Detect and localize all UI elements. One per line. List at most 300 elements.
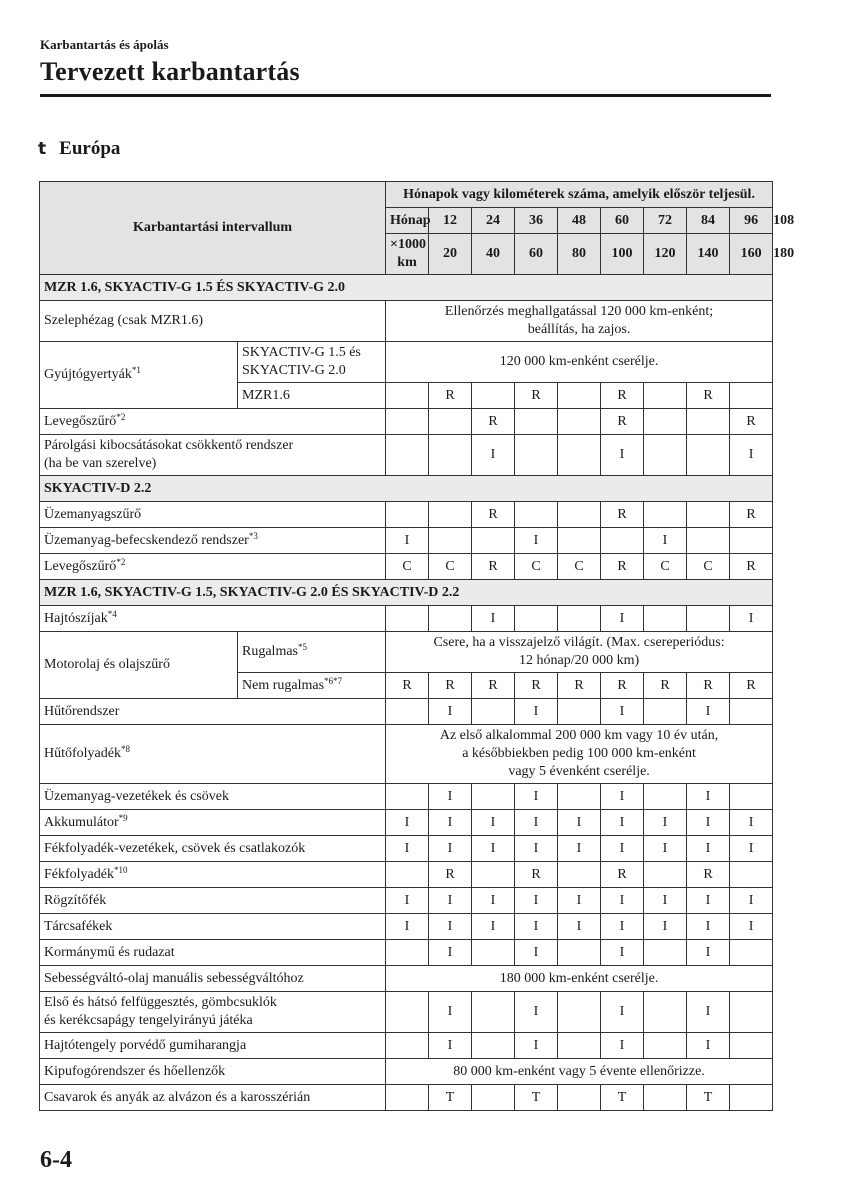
row-gear-oil	[40, 966, 773, 992]
schedule-mark: I	[490, 610, 496, 626]
row-label	[40, 725, 386, 784]
row-air-petrol	[40, 409, 773, 435]
maintenance-table-body	[40, 182, 795, 1111]
km-number: 80	[572, 246, 587, 261]
month-number: 96	[744, 212, 759, 228]
schedule-cell	[386, 784, 429, 810]
month-number: 48	[572, 212, 587, 228]
schedule-mark: I	[404, 814, 410, 830]
schedule-cell	[730, 1033, 773, 1059]
schedule-mark: I	[619, 1004, 625, 1019]
footnote-ref: *4	[107, 608, 117, 619]
schedule-cell	[644, 992, 687, 1033]
row-label-text: Csavarok és anyák az alvázon és a karosszérián	[44, 1089, 311, 1105]
month-value	[558, 208, 601, 234]
note-line: 180 000 km-enként cserélje.	[499, 970, 659, 986]
schedule-cell	[472, 673, 515, 699]
row-steering	[40, 940, 773, 966]
page-title: Tervezett karbantartás	[40, 57, 300, 86]
schedule-cell	[730, 914, 773, 940]
schedule-cell	[558, 528, 601, 554]
schedule-cell	[472, 784, 515, 810]
row-fuel-filter	[40, 502, 773, 528]
row-cooling	[40, 699, 773, 725]
schedule-cell	[601, 699, 644, 725]
schedule-cell	[644, 836, 687, 862]
schedule-mark: R	[402, 677, 412, 693]
schedule-cell	[687, 673, 730, 699]
schedule-cell	[558, 888, 601, 914]
schedule-cell	[730, 699, 773, 725]
schedule-cell	[472, 810, 515, 836]
row-label	[40, 606, 386, 632]
schedule-cell	[601, 673, 644, 699]
month-value	[687, 208, 730, 234]
row-air-diesel	[40, 554, 773, 580]
schedule-cell	[386, 383, 429, 409]
km-number: 40	[486, 246, 501, 261]
schedule-cell	[429, 992, 472, 1033]
schedule-mark: I	[662, 918, 668, 934]
schedule-mark: R	[703, 387, 713, 403]
schedule-mark: R	[488, 677, 498, 693]
schedule-mark: I	[748, 918, 754, 934]
footnote-ref: *8	[120, 744, 130, 754]
schedule-cell	[601, 528, 644, 554]
schedule-mark: R	[703, 866, 713, 882]
schedule-cell	[472, 606, 515, 632]
km-value	[601, 234, 644, 275]
row-label	[40, 940, 386, 966]
km-value	[429, 234, 472, 275]
schedule-cell	[386, 810, 429, 836]
schedule-cell	[429, 409, 472, 435]
month-value	[515, 208, 558, 234]
schedule-cell	[730, 888, 773, 914]
schedule-mark: I	[619, 918, 625, 934]
schedule-cell	[429, 699, 472, 725]
schedule-mark: I	[662, 840, 668, 856]
schedule-mark: I	[447, 918, 453, 934]
schedule-mark: I	[533, 532, 539, 548]
schedule-cell	[386, 409, 429, 435]
schedule-cell	[515, 606, 558, 632]
row-label	[40, 435, 386, 476]
schedule-cell	[515, 914, 558, 940]
schedule-mark: I	[576, 918, 582, 934]
schedule-cell	[386, 606, 429, 632]
row-label-text: Sebességváltó-olaj manuális sebességváltóhoz	[44, 970, 304, 986]
footnote-ref: *6*7	[324, 675, 343, 686]
schedule-cell	[386, 699, 429, 725]
km-number: 100	[611, 246, 633, 261]
schedule-cell	[644, 1085, 687, 1111]
schedule-mark: I	[619, 788, 625, 804]
schedule-mark: R	[703, 677, 713, 693]
schedule-mark: I	[705, 788, 711, 804]
row-label-text: Rögzítőfék	[44, 892, 107, 908]
schedule-mark: T	[703, 1089, 713, 1105]
schedule-mark: I	[533, 703, 539, 719]
schedule-mark: I	[619, 892, 625, 908]
schedule-mark: R	[531, 677, 541, 693]
row-label-line: (ha be van szerelve)	[44, 456, 157, 471]
note-line: Az első alkalommal 200 000 km vagy 10 év után,	[439, 728, 719, 743]
row-label	[40, 632, 238, 699]
sub-label	[238, 673, 386, 699]
schedule-cell	[644, 673, 687, 699]
schedule-mark: T	[445, 1089, 455, 1105]
km-number: 60	[529, 246, 544, 261]
group-heading-text: MZR 1.6, SKYACTIV-G 1.5 ÉS SKYACTIV-G 2.0	[44, 279, 346, 295]
section-heading-text: Európa	[59, 138, 121, 159]
row-label	[40, 301, 386, 342]
schedule-mark: I	[705, 1004, 711, 1019]
note-cell	[386, 632, 773, 673]
row-discs	[40, 914, 773, 940]
note-line: vagy 5 évenként cserélje.	[508, 764, 650, 779]
row-label	[40, 784, 386, 810]
row-label-line: és kerékcsapágy tengelyirányú játéka	[44, 1013, 253, 1028]
schedule-cell	[515, 528, 558, 554]
schedule-cell	[601, 1085, 644, 1111]
row-brake-lines	[40, 836, 773, 862]
row-label-text: Hűtőrendszer	[44, 703, 120, 719]
sub-label-text: Rugalmas	[242, 644, 298, 659]
schedule-cell	[730, 992, 773, 1033]
row-belts	[40, 606, 773, 632]
schedule-cell	[558, 673, 601, 699]
schedule-cell	[472, 435, 515, 476]
schedule-mark: I	[533, 944, 539, 960]
schedule-cell	[687, 784, 730, 810]
row-label-text: Üzemanyagszűrő	[44, 506, 142, 522]
schedule-mark: C	[574, 558, 584, 574]
schedule-cell	[386, 502, 429, 528]
schedule-cell	[472, 836, 515, 862]
group-row-diesel	[40, 476, 773, 502]
schedule-mark: R	[617, 677, 627, 693]
schedule-cell	[644, 435, 687, 476]
schedule-cell	[515, 699, 558, 725]
schedule-mark: I	[662, 532, 668, 548]
schedule-mark: R	[617, 866, 627, 882]
row-boots	[40, 1033, 773, 1059]
schedule-cell	[472, 528, 515, 554]
schedule-mark: I	[533, 788, 539, 804]
sub-label-text: Nem rugalmas	[242, 677, 325, 693]
schedule-cell	[644, 409, 687, 435]
group-row-petrol	[40, 275, 773, 301]
schedule-cell	[472, 1033, 515, 1059]
note-line: beállítás, ha zajos.	[527, 322, 631, 337]
schedule-cell	[429, 940, 472, 966]
group-heading	[40, 275, 773, 301]
row-label-text: Hajtószíjak	[44, 610, 108, 626]
schedule-cell	[644, 1033, 687, 1059]
row-parking	[40, 888, 773, 914]
schedule-cell	[429, 1033, 472, 1059]
sub-label	[238, 383, 386, 409]
schedule-cell	[687, 810, 730, 836]
section-heading	[38, 138, 120, 160]
schedule-cell	[386, 1033, 429, 1059]
schedule-mark: I	[447, 892, 453, 908]
row-spark-sky	[40, 342, 773, 383]
schedule-cell	[429, 914, 472, 940]
schedule-cell	[644, 502, 687, 528]
km-value	[730, 234, 773, 275]
month-number: 72	[658, 212, 673, 228]
group-heading	[40, 476, 773, 502]
schedule-cell	[429, 383, 472, 409]
schedule-cell	[730, 940, 773, 966]
sub-label-text: MZR1.6	[242, 387, 290, 403]
schedule-mark: R	[445, 677, 455, 693]
km-value	[644, 234, 687, 275]
schedule-cell	[687, 528, 730, 554]
footnote-ref: *1	[131, 365, 141, 375]
row-label-text: Gyújtógyertyák	[44, 367, 132, 382]
km-number: 140	[697, 246, 719, 261]
schedule-mark: C	[531, 558, 541, 574]
row-label-text: Motorolaj és olajszűrő	[44, 657, 170, 672]
schedule-cell	[429, 862, 472, 888]
schedule-mark: I	[447, 814, 453, 830]
row-label	[40, 966, 386, 992]
note-cell	[386, 301, 773, 342]
schedule-cell	[515, 554, 558, 580]
schedule-cell	[515, 673, 558, 699]
km-value	[515, 234, 558, 275]
schedule-cell	[687, 409, 730, 435]
schedule-cell	[558, 435, 601, 476]
month-value	[644, 208, 687, 234]
schedule-cell	[601, 992, 644, 1033]
schedule-cell	[429, 784, 472, 810]
note-cell	[386, 725, 773, 784]
schedule-cell	[515, 784, 558, 810]
schedule-mark: I	[447, 1004, 453, 1019]
schedule-mark: I	[404, 840, 410, 856]
schedule-mark: C	[445, 558, 455, 574]
row-battery	[40, 810, 773, 836]
row-label	[40, 862, 386, 888]
schedule-cell	[472, 992, 515, 1033]
row-label	[40, 699, 386, 725]
interval-header	[40, 182, 386, 275]
row-label-text: Hűtőfolyadék	[44, 746, 121, 761]
group-row-all	[40, 580, 773, 606]
schedule-cell	[601, 1033, 644, 1059]
schedule-cell	[558, 810, 601, 836]
schedule-cell	[429, 888, 472, 914]
schedule-cell	[601, 914, 644, 940]
schedule-mark: I	[447, 1037, 453, 1053]
row-label	[40, 1085, 386, 1111]
schedule-mark: I	[447, 788, 453, 804]
row-label	[40, 888, 386, 914]
schedule-mark: I	[447, 703, 453, 719]
km-number: 180	[773, 246, 795, 261]
row-label-text: Üzemanyag-befecskendező rendszer	[44, 532, 249, 548]
schedule-cell	[687, 940, 730, 966]
schedule-cell	[644, 554, 687, 580]
schedule-mark: R	[488, 506, 498, 522]
row-label-text: Levegőszűrő	[44, 413, 117, 429]
month-value	[730, 208, 773, 234]
schedule-mark: T	[531, 1089, 541, 1105]
schedule-cell	[730, 502, 773, 528]
month-number: 24	[486, 212, 501, 228]
schedule-cell	[687, 914, 730, 940]
schedule-cell	[558, 1033, 601, 1059]
month-value	[472, 208, 515, 234]
note-line: 80 000 km-enként vagy 5 évente ellenőrizze.	[453, 1063, 705, 1079]
km-number: 20	[443, 246, 458, 261]
row-label-text: Hajtótengely porvédő gumiharangja	[44, 1037, 247, 1053]
schedule-mark: I	[533, 1004, 539, 1019]
row-label	[40, 342, 238, 409]
note-cell	[386, 1059, 773, 1085]
schedule-cell	[515, 1033, 558, 1059]
schedule-cell	[601, 888, 644, 914]
row-label-text: Fékfolyadék	[44, 866, 114, 882]
note-cell	[386, 342, 773, 383]
row-evap	[40, 435, 773, 476]
header-row-1	[40, 182, 773, 208]
row-label	[40, 1033, 386, 1059]
schedule-mark: R	[746, 506, 756, 522]
schedule-cell	[558, 554, 601, 580]
schedule-cell	[601, 940, 644, 966]
sub-label-line: SKYACTIV-G 1.5 és	[242, 345, 361, 360]
schedule-cell	[601, 409, 644, 435]
row-label-text: Levegőszűrő	[44, 558, 117, 574]
schedule-mark: I	[619, 1037, 625, 1053]
schedule-cell	[687, 606, 730, 632]
schedule-mark: I	[662, 814, 668, 830]
row-label	[40, 554, 386, 580]
km-value	[472, 234, 515, 275]
page-number: 6-4	[40, 1147, 72, 1173]
schedule-cell	[687, 1033, 730, 1059]
row-coolant	[40, 725, 773, 784]
schedule-mark: I	[619, 610, 625, 626]
schedule-mark: I	[748, 447, 754, 462]
footnote-ref: *2	[116, 556, 126, 567]
row-fuel-lines	[40, 784, 773, 810]
schedule-cell	[730, 836, 773, 862]
schedule-mark: R	[617, 558, 627, 574]
schedule-mark: R	[660, 677, 670, 693]
schedule-mark: I	[490, 918, 496, 934]
row-label-text: Kormánymű és rudazat	[44, 944, 175, 960]
section-bullet-icon: t	[38, 139, 47, 159]
schedule-cell	[472, 862, 515, 888]
schedule-cell	[558, 914, 601, 940]
schedule-mark: C	[703, 558, 713, 574]
schedule-cell	[687, 888, 730, 914]
schedule-cell	[472, 888, 515, 914]
schedule-cell	[730, 409, 773, 435]
km-label-text: ×1000 km	[390, 237, 426, 270]
schedule-cell	[730, 435, 773, 476]
schedule-cell	[687, 554, 730, 580]
schedule-cell	[558, 784, 601, 810]
group-heading	[40, 580, 773, 606]
schedule-cell	[515, 810, 558, 836]
schedule-mark: I	[447, 840, 453, 856]
schedule-cell	[601, 836, 644, 862]
schedule-mark: R	[445, 866, 455, 882]
schedule-cell	[386, 862, 429, 888]
km-number: 160	[740, 246, 762, 261]
schedule-cell	[386, 1085, 429, 1111]
sub-label	[238, 632, 386, 673]
schedule-cell	[515, 409, 558, 435]
schedule-mark: I	[662, 892, 668, 908]
schedule-mark: I	[490, 814, 496, 830]
schedule-mark: I	[748, 610, 754, 626]
title-rule	[40, 94, 771, 97]
row-label	[40, 914, 386, 940]
schedule-mark: I	[705, 944, 711, 960]
schedule-cell	[687, 992, 730, 1033]
note-line: Csere, ha a visszajelző világít. (Max. csereperiódus:	[433, 635, 725, 650]
schedule-mark: I	[705, 1037, 711, 1053]
schedule-mark: R	[531, 387, 541, 403]
month-number: 12	[443, 212, 458, 228]
schedule-cell	[730, 606, 773, 632]
schedule-mark: C	[402, 558, 412, 574]
schedule-cell	[558, 836, 601, 862]
row-valve	[40, 301, 773, 342]
schedule-mark: I	[404, 892, 410, 908]
footnote-ref: *2	[116, 411, 126, 422]
schedule-mark: I	[490, 840, 496, 856]
schedule-mark: I	[705, 892, 711, 908]
schedule-mark: I	[576, 892, 582, 908]
schedule-mark: R	[488, 558, 498, 574]
month-value	[429, 208, 472, 234]
row-label-text: Üzemanyag-vezetékek és csövek	[44, 788, 230, 804]
note-line: 120 000 km-enként cserélje.	[499, 354, 659, 369]
schedule-mark: I	[619, 840, 625, 856]
schedule-cell	[515, 383, 558, 409]
schedule-cell	[644, 862, 687, 888]
schedule-cell	[386, 914, 429, 940]
schedule-mark: I	[705, 814, 711, 830]
schedule-mark: I	[619, 814, 625, 830]
schedule-mark: I	[619, 447, 625, 462]
schedule-cell	[687, 1085, 730, 1111]
schedule-mark: R	[445, 387, 455, 403]
schedule-cell	[429, 1085, 472, 1111]
schedule-cell	[386, 940, 429, 966]
schedule-mark: I	[533, 1037, 539, 1053]
schedule-mark: I	[576, 814, 582, 830]
schedule-mark: I	[533, 918, 539, 934]
schedule-cell	[515, 435, 558, 476]
row-label-text: Fékfolyadék-vezetékek, csövek és csatlakozók	[44, 840, 306, 856]
schedule-mark: R	[617, 506, 627, 522]
footnote-ref: *3	[248, 530, 258, 541]
schedule-cell	[687, 383, 730, 409]
schedule-cell	[429, 810, 472, 836]
schedule-mark: I	[533, 840, 539, 856]
schedule-mark: I	[533, 892, 539, 908]
